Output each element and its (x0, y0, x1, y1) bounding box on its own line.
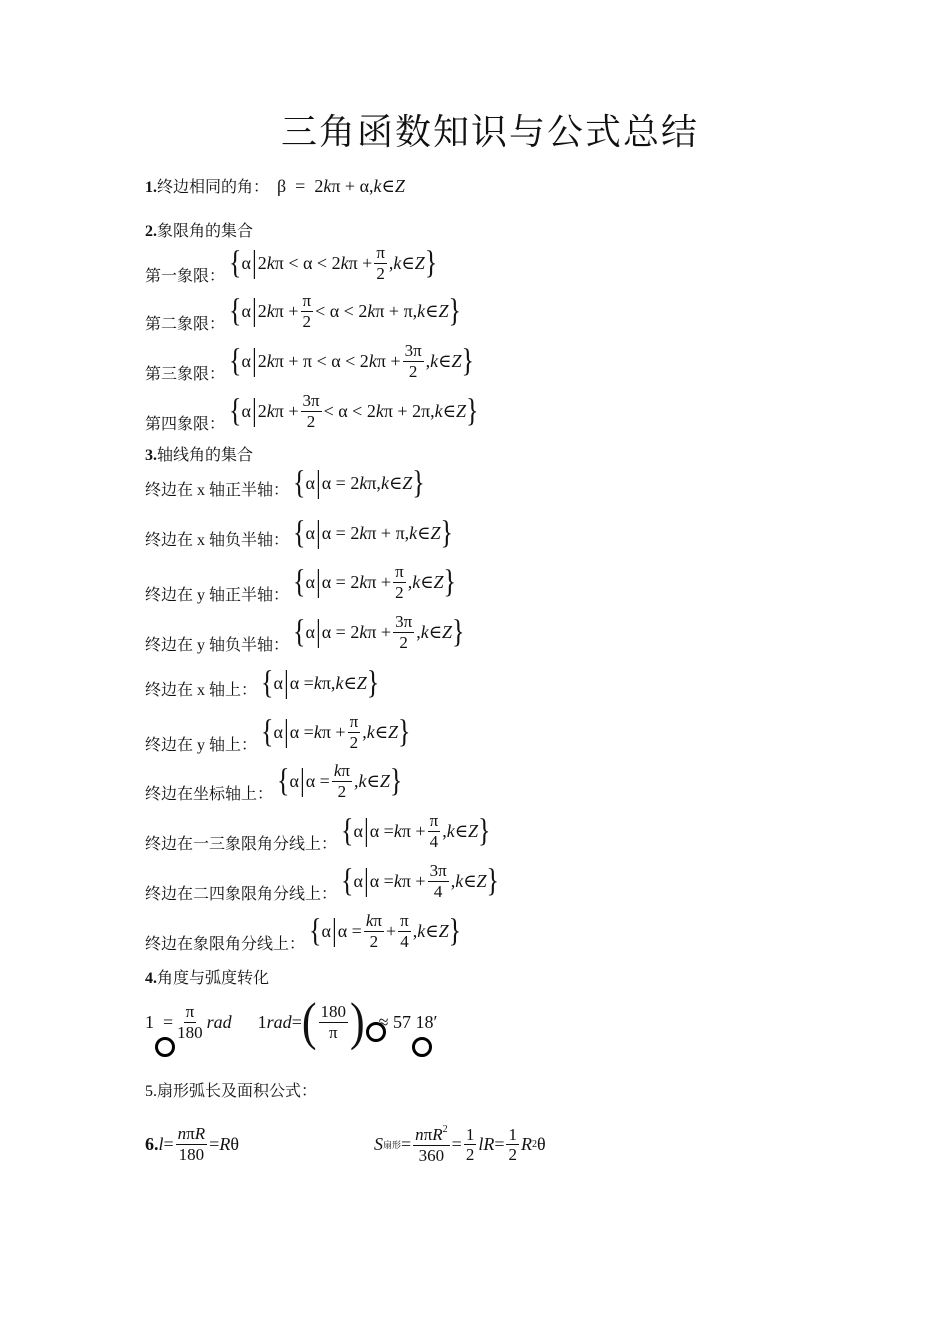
axis-y-positive-row (145, 562, 457, 605)
quadrant-4-row (145, 391, 479, 434)
section-1 (145, 174, 405, 197)
section-6-label: 6. (145, 1133, 159, 1154)
bisector-13-set: { α | α = k π + $\frac{\pi}{4}$ , k ∈ Z } (341, 811, 491, 851)
axis-y-negative-label: 终边在 y 轴负半轴： (145, 637, 290, 655)
quadrant-1-set: { α | 2 k π < α < 2 k π + $\frac{\pi}{2}$ , k ∈ Z } (229, 243, 438, 283)
axis-y-row (145, 712, 411, 755)
axis-x-negative-row (145, 514, 453, 551)
axis-y-set: { α | α = k π + $\frac{\pi}{2}$ , k ∈ Z } (261, 712, 411, 752)
bisector-set: { α | α = $\frac{k\pi}{2}$ + $\frac{\pi}{4}$ , k ∈ Z } (309, 911, 462, 951)
axis-x-positive-set: { α | α = 2 k π, k ∈ Z } (293, 464, 425, 501)
quadrant-2-row (145, 291, 461, 334)
section-3-heading: 3.轴线角的集合 (145, 447, 254, 464)
axes-row (145, 761, 403, 804)
arc-length-formula: 6. l = $\frac{\text{nπR}}{180}$ = R θ (145, 1124, 239, 1164)
section-1-label: 1.终边相同的角： (145, 179, 270, 196)
quadrant-4-label: 第四象限： (145, 416, 226, 434)
quadrant-4-set: { α | 2 k π + $\frac{3\pi}{2}$ < α < 2 k π + 2π, k ∈ Z } (229, 391, 479, 431)
axis-y-negative-set: { α | α = 2 k π + $\frac{3\pi}{2}$ , k ∈ Z } (293, 612, 465, 652)
degree-symbol-3 (412, 1037, 432, 1057)
axis-y-negative-row (145, 612, 465, 655)
axis-x-positive-row (145, 464, 425, 501)
axis-y-label: 终边在 y 轴上： (145, 737, 258, 755)
quadrant-3-row (145, 341, 474, 384)
axis-x-row (145, 664, 380, 701)
axis-y-positive-label: 终边在 y 轴正半轴： (145, 587, 290, 605)
bisector-13-label: 终边在一三象限角分线上： (145, 836, 338, 854)
degree-radian-formula: 1 = $\frac{\pi}{180}$ rad 1 rad = ( $\frac{180}{\pi}$ ) ≈ 57 18′ (145, 992, 438, 1051)
bisector-24-row (145, 861, 500, 904)
bisector-24-label: 终边在二四象限角分线上： (145, 886, 338, 904)
approx-value: ≈ 57 18′ (378, 1011, 438, 1032)
bisector-row (145, 911, 462, 954)
axis-x-negative-label: 终边在 x 轴负半轴： (145, 532, 290, 549)
bisector-label: 终边在象限角分线上： (145, 936, 306, 954)
axis-x-label: 终边在 x 轴上： (145, 682, 258, 699)
axis-y-positive-set: { α | α = 2 k π + $\frac{\pi}{2}$ , k ∈ Z } (293, 562, 457, 602)
section-2-heading: 2.象限角的集合 (145, 223, 254, 240)
sector-subscript: 扇形 (383, 1140, 402, 1151)
quadrant-2-label: 第二象限： (145, 316, 226, 334)
quadrant-1-row (145, 243, 438, 286)
axes-label: 终边在坐标轴上： (145, 786, 274, 804)
axis-x-set: { α | α = k π, k ∈ Z } (261, 664, 380, 701)
axis-x-positive-label: 终边在 x 轴正半轴： (145, 482, 290, 499)
degree-symbol-1 (155, 1037, 175, 1057)
quadrant-3-label: 第三象限： (145, 366, 226, 384)
bisector-13-row (145, 811, 491, 854)
axis-x-negative-set: { α | α = 2 k π + π, k ∈ Z } (293, 514, 453, 551)
degree-symbol-2 (366, 1022, 386, 1042)
section-5-heading: 5.扇形弧长及面积公式： (145, 1083, 318, 1100)
quadrant-1-label: 第一象限： (145, 268, 226, 286)
axes-set: { α | α = $\frac{k\pi}{2}$ , k ∈ Z } (277, 761, 403, 801)
coterminal-formula: β = 2 k π + α, k ∈ Z (277, 176, 405, 196)
sector-area-formula: S 扇形 = $\frac{n\pi R^2}{360}$ = $\frac{1}{2}$ lR = $\frac{1}{2}$ R 2 θ (374, 1124, 546, 1165)
quadrant-2-set: { α | 2 k π + $\frac{\pi}{2}$ < α < 2 k π + π, k ∈ Z } (229, 291, 461, 331)
page-title: 三角函数知识与公式总结 (281, 112, 700, 152)
bisector-24-set: { α | α = k π + $\frac{3\pi}{4}$ , k ∈ Z } (341, 861, 500, 901)
quadrant-3-set: { α | 2 k π + π < α < 2 k π + $\frac{3\pi}{2}$ , k ∈ Z } (229, 341, 474, 381)
section-4-heading: 4.角度与弧度转化 (145, 970, 270, 987)
